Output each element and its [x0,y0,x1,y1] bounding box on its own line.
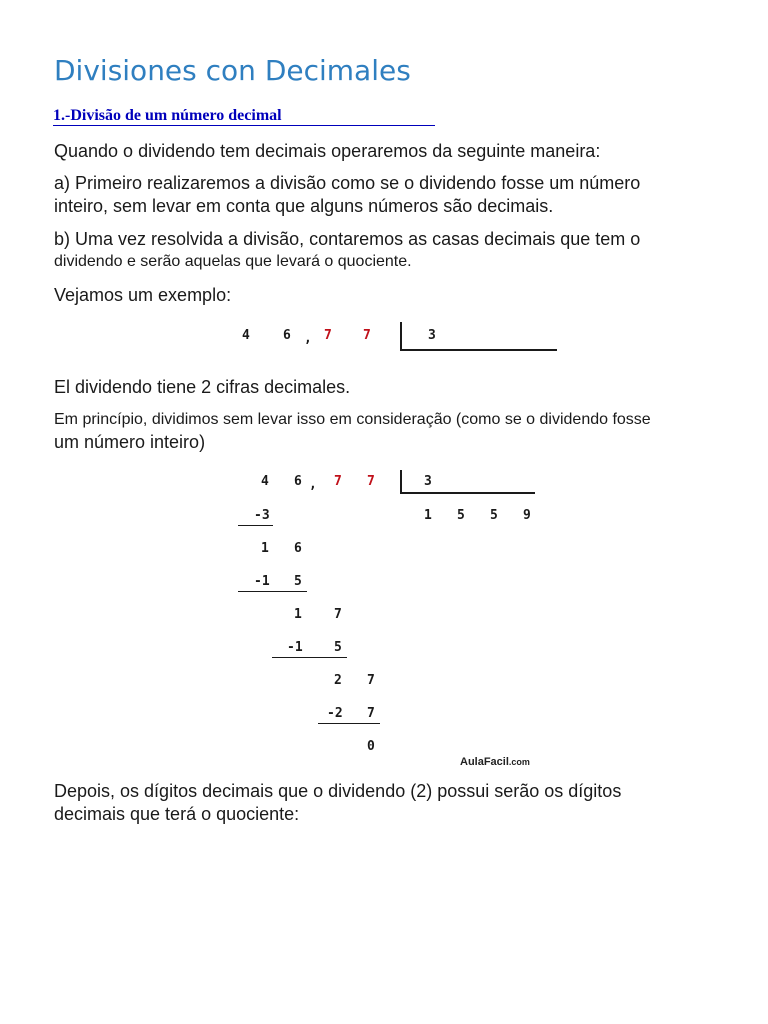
step-a-line1: a) Primeiro realizaremos a divisão como se o dividendo fosse um número [54,173,641,193]
intro-paragraph: Quando o dividendo tem decimais operaremos da seguinte maneira: [54,141,601,161]
subtraction-line [272,657,347,658]
principle-line2: um número inteiro) [54,432,206,452]
section-heading: 1.-Divisão de um número decimal [53,107,282,124]
remainder-digit: 7 [334,607,342,622]
quotient-digit: 1 [424,508,432,523]
example-label: Vejamos um exemplo: [54,285,232,305]
after-line1: Depois, os dígitos decimais que o dividendo (2) possui serão os dígitos [54,781,622,801]
quotient-digit: 9 [523,508,531,523]
dividend-decimal-digit: 7 [324,328,332,343]
division-bracket-horizontal [400,349,557,351]
dividend-digit: 4 [261,474,269,489]
divisor: 3 [428,328,436,343]
principle-line1: Em princípio, dividimos sem levar isso em consideração (como se o dividendo fosse [54,411,651,428]
page-title: Divisiones con Decimales [54,54,411,87]
remainder-digit: 1 [294,607,302,622]
subtraction-step: -2 [327,706,343,721]
subtraction-step: 5 [294,574,302,589]
quotient-digit: 5 [457,508,465,523]
division-bracket-horizontal [400,492,535,494]
step-b-line1: b) Uma vez resolvida a divisão, contaremos as casas decimais que tem o [54,229,641,249]
division-bracket-vertical [400,470,402,494]
decimal-comma: , [309,477,317,492]
credit-suffix: .com [508,757,530,767]
dividend-digit: 4 [242,328,250,343]
decimal-digits-note: El dividendo tiene 2 cifras decimales. [54,377,351,397]
step-a-line2: inteiro, sem levar em conta que alguns números são decimais. [54,196,554,216]
subtraction-step: 5 [334,640,342,655]
remainder-digit: 7 [367,673,375,688]
after-line2: decimais que terá o quociente: [54,804,300,824]
final-remainder: 0 [367,739,375,754]
remainder-digit: 6 [294,541,302,556]
quotient-digit: 5 [490,508,498,523]
divisor: 3 [424,474,432,489]
subtraction-line [238,525,273,526]
subtraction-step: -3 [254,508,270,523]
heading-underline [53,125,435,126]
subtraction-step: -1 [254,574,270,589]
dividend-decimal-digit: 7 [367,474,375,489]
subtraction-step: 7 [367,706,375,721]
dividend-digit: 6 [294,474,302,489]
subtraction-step: -1 [287,640,303,655]
subtraction-line [238,591,307,592]
aulafacil-credit [460,756,530,768]
subtraction-line [318,723,380,724]
remainder-digit: 1 [261,541,269,556]
remainder-digit: 2 [334,673,342,688]
dividend-decimal-digit: 7 [363,328,371,343]
dividend-digit: 6 [283,328,291,343]
division-bracket-vertical [400,322,402,351]
dividend-decimal-digit: 7 [334,474,342,489]
credit-brand: AulaFacil [460,756,509,768]
step-b-line2: dividendo e serão aquelas que levará o quociente. [54,253,412,270]
decimal-comma: , [304,331,312,346]
